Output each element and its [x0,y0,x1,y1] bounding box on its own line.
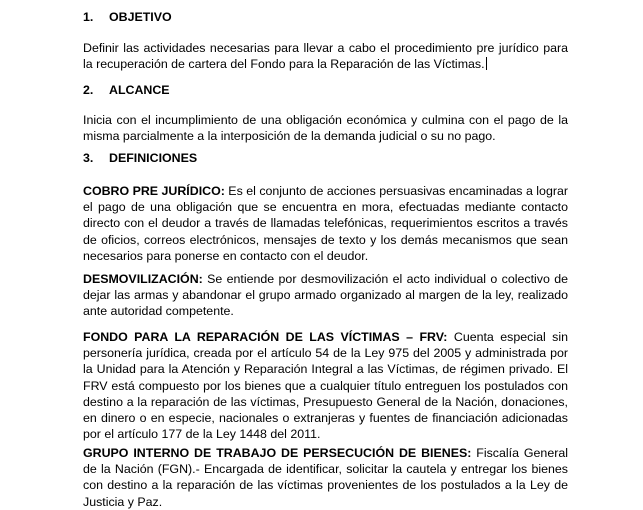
definition-term: DESMOVILIZACIÓN: [83,272,203,286]
definition-term: COBRO PRE JURÍDICO: [83,184,225,198]
definition-term: GRUPO INTERNO DE TRABAJO DE PERSECUCIÓN DE BIENES: [83,446,472,460]
section-heading-definiciones [83,150,197,166]
section-heading-alcance [83,82,170,98]
section-body-objetivo[interactable] [83,40,568,72]
section-number: 3. [83,151,94,165]
definition-text: Cuenta especial sin personería jurídica, creada por el artículo 54 de la Ley 975 del 2005 y administrada por la Unidad para la Atención y Reparación Integral a las Víctimas, de régimen privado. El FRV está compuesto por los bienes que a cualquier título entreguen los postulados con destino a la reparación de las víctimas, Presupuesto General de la Nación, donaciones, en dinero o en especie, nacionales o extranjeras y fuentes de financiación adicionadas por el artículo 177 de la Ley 1448 del 2011. [83,330,568,442]
section-body-alcance [83,112,568,144]
definition-text: Se entiende por desmovilización el acto individual o colectivo de dejar las armas y abandonar el grupo armado organizado al margen de la ley, realizado ante autoridad competente. [83,272,568,319]
definition-cobro-pre-juridico [83,183,568,264]
definition-desmovilizacion [83,271,568,320]
section-title: DEFINICIONES [109,151,198,165]
definition-text: Fiscalía General de la Nación (FGN).- Encargada de identificar, solicitar la cautela y entregar los bienes con destino a la reparación de las víctimas provenientes de los postulados a la Ley de Justicia y Paz. [83,446,568,509]
section-number: 2. [83,83,94,97]
paragraph-text: Definir las actividades necesarias para llevar a cabo el procedimiento pre jurídico para la recuperación de cartera del Fondo para la Reparación de las Víctimas. [83,41,568,72]
definition-text: Es el conjunto de acciones persuasivas encaminadas a lograr el pago de una obligación que se encuentra en mora, efectuadas mediante contacto directo con el deudor a través de llamadas telefónicas, requerimientos escritos a través de oficios, correos electrónicos, mensajes de texto y los demás mecanismos que sean necesarios para ponerse en contacto con el deudor. [83,184,568,263]
section-title: ALCANCE [109,83,170,97]
section-heading-objetivo [83,9,172,25]
definition-grupo-persecucion-bienes [83,445,568,510]
definition-frv [83,329,568,442]
paragraph-text: Inicia con el incumplimiento de una obligación económica y culmina con el pago de la misma parcialmente a la interposición de la demanda judicial o su no pago. [83,113,568,144]
section-number: 1. [83,10,94,24]
text-cursor [486,57,487,70]
section-title: OBJETIVO [109,10,172,24]
definition-term: FONDO PARA LA REPARACIÓN DE LAS VÍCTIMAS – FRV: [83,330,448,344]
